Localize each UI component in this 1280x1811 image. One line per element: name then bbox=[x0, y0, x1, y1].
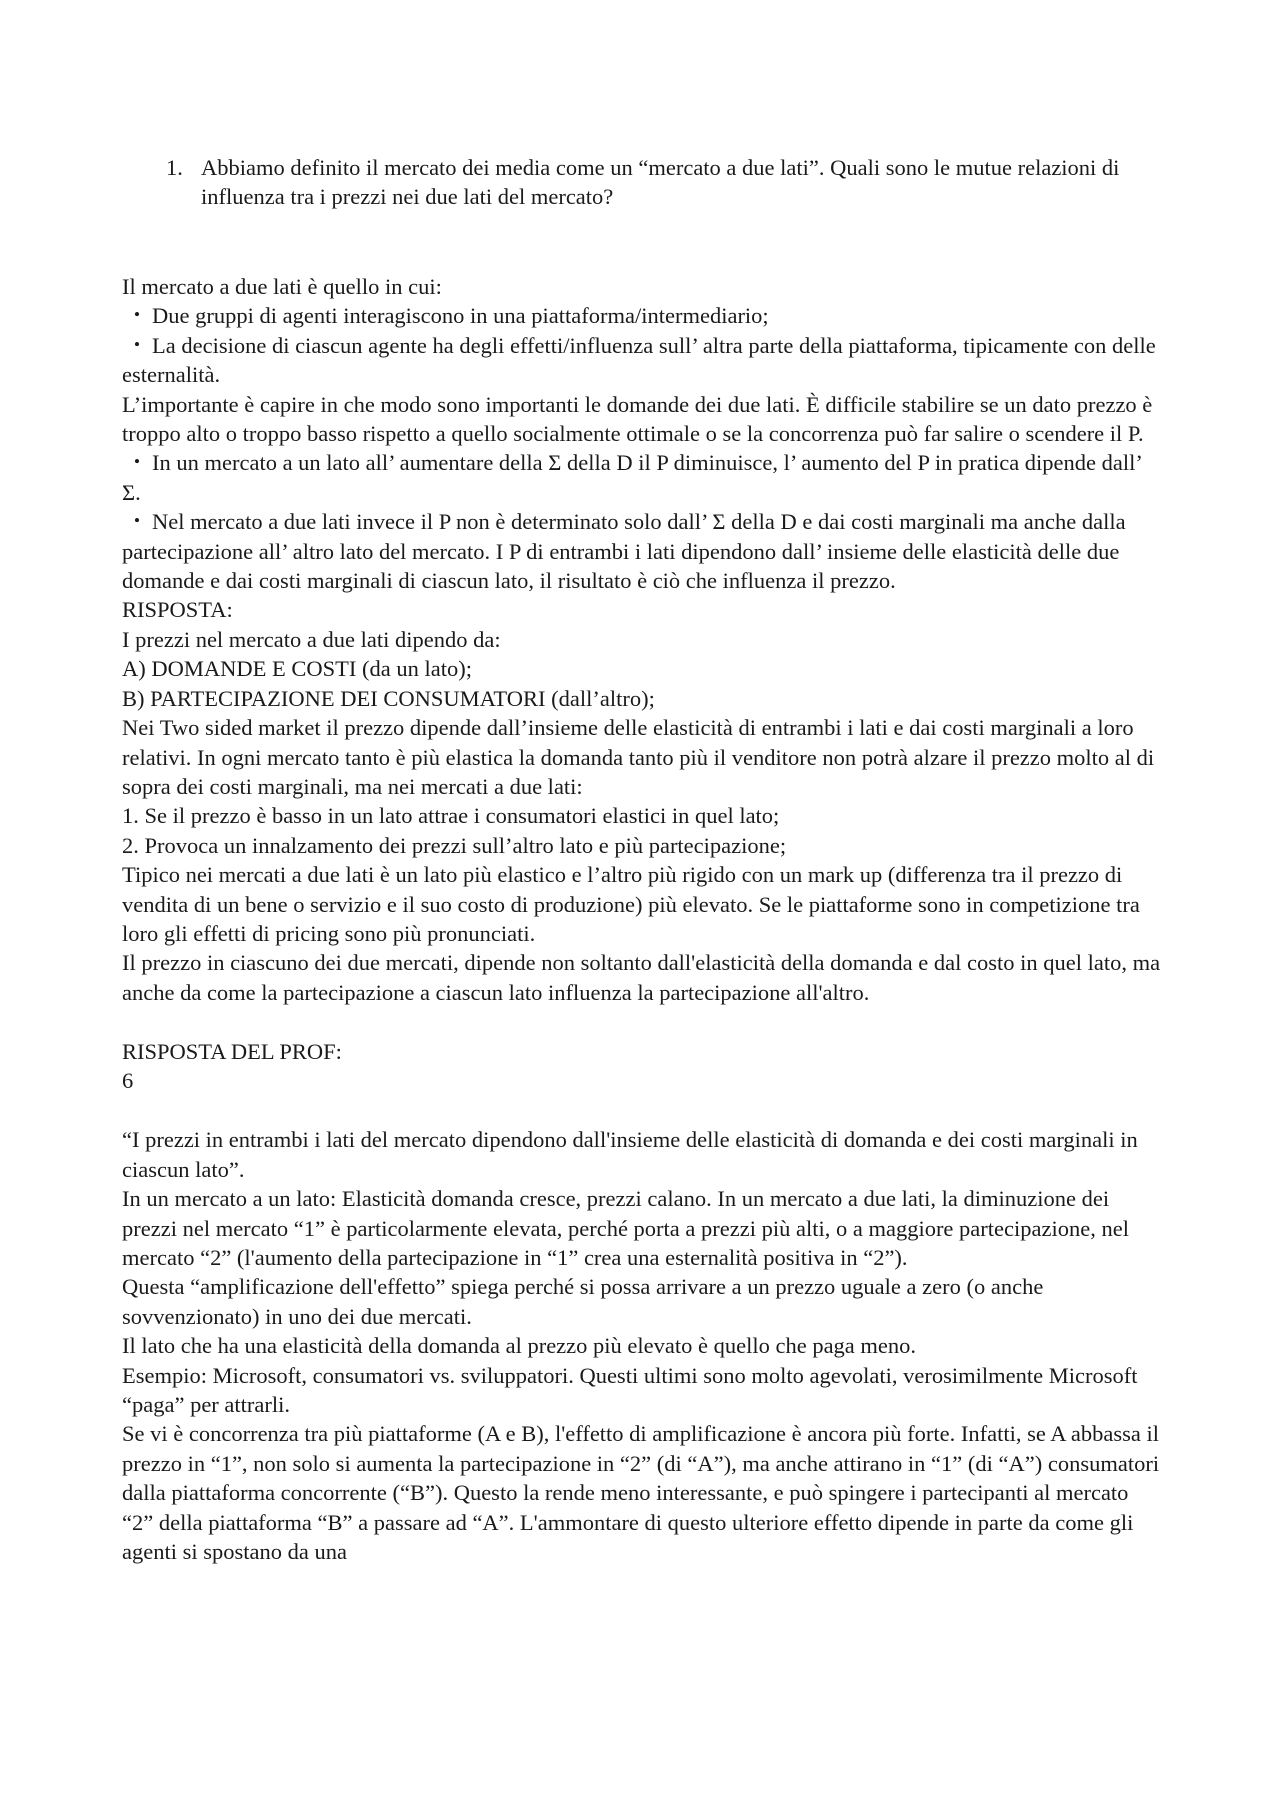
paragraph: Nei Two sided market il prezzo dipende dall’insieme delle elasticità di entrambi i lati e dai costi marginali a loro relativi. In ogni mercato tanto è più elastica la domanda tanto più il venditore non potrà alzare il prezzo molto al di sopra dei costi marginali, ma nei mercati a due lati: bbox=[122, 715, 1155, 799]
paragraph: Tipico nei mercati a due lati è un lato più elastico e l’altro più rigido con un mark up (differenza tra il prezzo di vendita di un bene o servizio e il suo costo di produzione) più elevato. Se le piattaforme sono in competizione tra loro gli effetti di pricing sono più pronunciati. bbox=[122, 862, 1140, 946]
blank-line bbox=[122, 1007, 1162, 1036]
section-heading: RISPOSTA: bbox=[122, 597, 233, 623]
bullet-item: ・ Due gruppi di agenti interagiscono in una piattaforma/intermediario; bbox=[122, 301, 1162, 330]
paragraph: Se vi è concorrenza tra più piattaforme (A e B), l'effetto di amplificazione è ancora più forte. Infatti, se A abbassa il prezzo in “1”, non solo si aumenta la partecipazione in “2” (di “A”), ma anche attirano in “1” (di “A”) consumatori dalla piattaforma concorrente (“B”). Questo la rende meno interessante, e può spingere i partecipanti al mercato “2” della piattaforma “B” a passare ad “A”. L'ammontare di questo ulteriore effetto dipende in parte da come gli agenti si spostano da una bbox=[122, 1421, 1160, 1565]
bullet-item: ・ Nel mercato a due lati invece il P non è determinato solo dall’ Σ della D e dai costi marginali ma anche dalla partecipazione all’ altro lato del mercato. I P di entrambi i lati dipendono dall’ insieme delle elasticità delle due domande e dai costi marginali di ciascun lato, il risultato è ciò che influenza il prezzo. bbox=[122, 507, 1162, 595]
list-item: B) PARTECIPAZIONE DEI CONSUMATORI (dall’altro); bbox=[122, 685, 655, 711]
score-value: 6 bbox=[122, 1067, 134, 1093]
paragraph: In un mercato a un lato: Elasticità domanda cresce, prezzi calano. In un mercato a due lati, la diminuzione dei prezzi nel mercato “1” è particolarmente elevata, perché porta a prezzi più alti, o a maggiore partecipazione, nel mercato “2” (l'aumento della partecipazione in “1” crea una esternalità positiva in “2”). bbox=[122, 1186, 1129, 1270]
bullet-item: ・ In un mercato a un lato all’ aumentare della Σ della D il P diminuisce, l’ aumento del P in pratica dipende dall’ Σ. bbox=[122, 448, 1162, 507]
section-heading: RISPOSTA DEL PROF: bbox=[122, 1038, 342, 1064]
paragraph: I prezzi nel mercato a due lati dipendo da: bbox=[122, 626, 501, 652]
question-number: 1. bbox=[166, 155, 183, 180]
paragraph: Il mercato a due lati è quello in cui: bbox=[122, 274, 442, 299]
list-item: 1. Se il prezzo è basso in un lato attrae i consumatori elastici in quel lato; bbox=[122, 803, 780, 829]
paragraph: Il prezzo in ciascuno dei due mercati, dipende non soltanto dall'elasticità della domanda e dal costo in quel lato, ma anche da come la partecipazione a ciascun lato influenza la partecipazione all'altro. bbox=[122, 950, 1161, 1005]
question-text: Abbiamo definito il mercato dei media come un “mercato a due lati”. Quali sono le mutue relazioni di influenza tra i prezzi nei due lati del mercato? bbox=[201, 155, 1120, 210]
question-item bbox=[166, 153, 1156, 212]
paragraph: L’importante è capire in che modo sono importanti le domande dei due lati. È difficile stabilire se un dato prezzo è troppo alto o troppo basso rispetto a quello socialmente ottimale o se la concorrenza può far salire o scendere il P. bbox=[122, 391, 1153, 447]
answer-body bbox=[122, 272, 1162, 1566]
list-item: A) DOMANDE E COSTI (da un lato); bbox=[122, 656, 472, 682]
blank-line bbox=[122, 1095, 1162, 1125]
paragraph: “I prezzi in entrambi i lati del mercato dipendono dall'insieme delle elasticità di domanda e dei costi marginali in ciascun lato”. bbox=[122, 1127, 1138, 1182]
bullet-item: ・ La decisione di ciascun agente ha degli effetti/influenza sull’ altra parte della piattaforma, tipicamente con delle esternalità. bbox=[122, 331, 1162, 390]
paragraph: Il lato che ha una elasticità della domanda al prezzo più elevato è quello che paga meno. bbox=[122, 1333, 917, 1359]
paragraph: Esempio: Microsoft, consumatori vs. sviluppatori. Questi ultimi sono molto agevolati, verosimilmente Microsoft “paga” per attrarli. bbox=[122, 1362, 1138, 1418]
list-item: 2. Provoca un innalzamento dei prezzi sull’altro lato e più partecipazione; bbox=[122, 832, 787, 858]
paragraph: Questa “amplificazione dell'effetto” spiega perché si possa arrivare a un prezzo uguale a zero (o anche sovvenzionato) in uno dei due mercati. bbox=[122, 1274, 1044, 1329]
